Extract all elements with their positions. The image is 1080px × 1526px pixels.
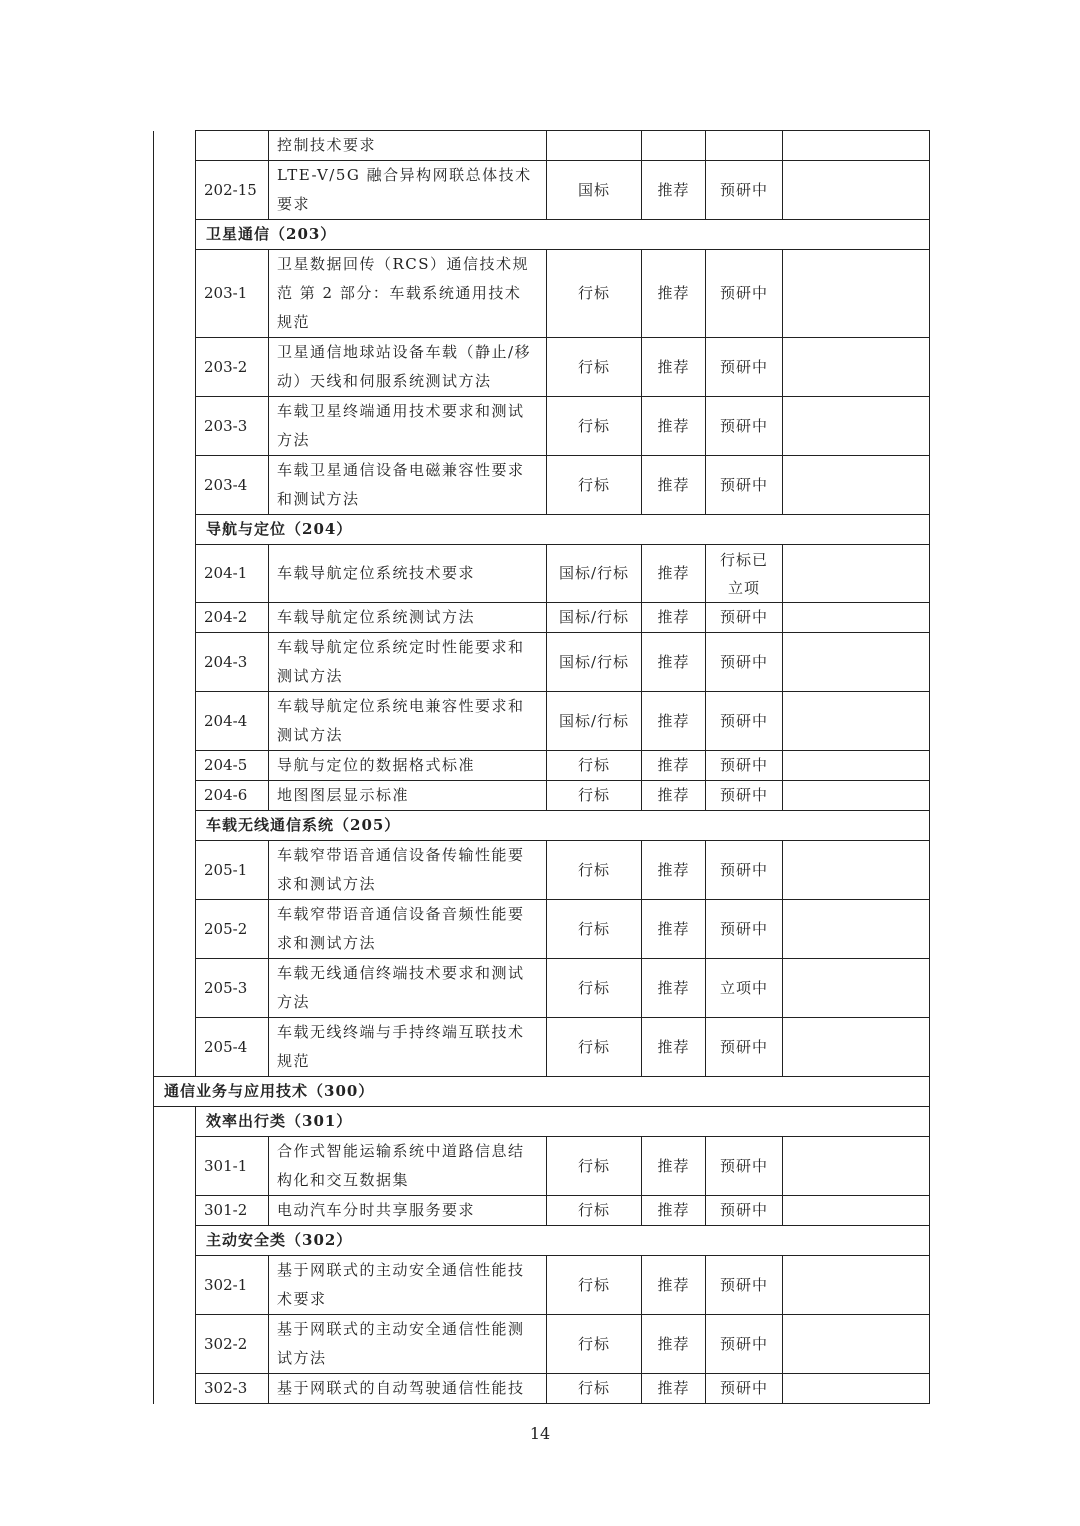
subcategory-label: 卫星通信（203） xyxy=(196,220,930,250)
standard-status: 预研中 xyxy=(706,338,783,397)
standard-status: 预研中 xyxy=(706,397,783,456)
standard-name: 车载无线终端与手持终端互联技术规范 xyxy=(269,1018,547,1077)
standard-level: 国标 xyxy=(547,161,642,220)
standard-name: 车载无线通信终端技术要求和测试方法 xyxy=(269,959,547,1018)
standard-nature: 推荐 xyxy=(642,456,706,515)
standard-code: 203-1 xyxy=(196,250,269,338)
table-row xyxy=(154,456,930,515)
standard-status: 行标已立项 xyxy=(706,545,783,603)
standard-level: 行标 xyxy=(547,781,642,811)
subcategory-label: 导航与定位（204） xyxy=(196,515,930,545)
standard-level: 国标/行标 xyxy=(547,603,642,633)
standard-level: 国标/行标 xyxy=(547,545,642,603)
standard-name: 地图图层显示标准 xyxy=(269,781,547,811)
standard-level: 行标 xyxy=(547,338,642,397)
standard-code: 302-1 xyxy=(196,1256,269,1315)
standard-nature: 推荐 xyxy=(642,250,706,338)
table-row xyxy=(154,1374,930,1404)
table-row xyxy=(154,250,930,338)
standard-code: 204-6 xyxy=(196,781,269,811)
standard-note xyxy=(783,161,930,220)
category-label: 通信业务与应用技术（300） xyxy=(154,1077,930,1107)
standard-note xyxy=(783,1315,930,1374)
standard-nature: 推荐 xyxy=(642,1374,706,1404)
standard-code: 202-15 xyxy=(196,161,269,220)
standard-nature: 推荐 xyxy=(642,1315,706,1374)
table-row xyxy=(154,751,930,781)
table-row xyxy=(154,397,930,456)
standard-note xyxy=(783,397,930,456)
standard-nature: 推荐 xyxy=(642,161,706,220)
standard-name: 导航与定位的数据格式标准 xyxy=(269,751,547,781)
standard-nature: 推荐 xyxy=(642,1137,706,1196)
standard-level: 行标 xyxy=(547,1137,642,1196)
standard-code: 302-2 xyxy=(196,1315,269,1374)
standard-note xyxy=(783,751,930,781)
standard-status: 预研中 xyxy=(706,781,783,811)
standard-note xyxy=(783,456,930,515)
standard-note xyxy=(783,545,930,603)
standard-level: 行标 xyxy=(547,456,642,515)
standard-note xyxy=(783,633,930,692)
standard-note xyxy=(783,781,930,811)
standard-status: 预研中 xyxy=(706,692,783,751)
table-row xyxy=(154,1315,930,1374)
standard-code: 205-3 xyxy=(196,959,269,1018)
standard-name: 车载卫星通信设备电磁兼容性要求和测试方法 xyxy=(269,456,547,515)
table-row xyxy=(154,900,930,959)
standard-level: 行标 xyxy=(547,841,642,900)
standard-code: 302-3 xyxy=(196,1374,269,1404)
standard-name: 控制技术要求 xyxy=(269,131,547,161)
standard-note xyxy=(783,900,930,959)
standard-note xyxy=(783,692,930,751)
standard-note xyxy=(783,1137,930,1196)
standard-nature: 推荐 xyxy=(642,1196,706,1226)
standard-nature: 推荐 xyxy=(642,633,706,692)
standard-level: 行标 xyxy=(547,900,642,959)
standard-name: 车载导航定位系统电兼容性要求和测试方法 xyxy=(269,692,547,751)
standard-nature: 推荐 xyxy=(642,900,706,959)
standard-status: 预研中 xyxy=(706,250,783,338)
standard-level: 行标 xyxy=(547,1374,642,1404)
standard-name: 车载导航定位系统技术要求 xyxy=(269,545,547,603)
standard-status: 预研中 xyxy=(706,1196,783,1226)
table-row xyxy=(154,841,930,900)
standard-status: 预研中 xyxy=(706,1374,783,1404)
standard-level: 行标 xyxy=(547,1315,642,1374)
standard-nature: 推荐 xyxy=(642,1018,706,1077)
standards-table xyxy=(153,130,930,1404)
standard-code: 205-4 xyxy=(196,1018,269,1077)
table-row xyxy=(154,1196,930,1226)
standard-note xyxy=(783,603,930,633)
standard-name: 车载窄带语音通信设备传输性能要求和测试方法 xyxy=(269,841,547,900)
standard-note xyxy=(783,1018,930,1077)
standard-level: 行标 xyxy=(547,1256,642,1315)
standard-nature: 推荐 xyxy=(642,397,706,456)
standard-name: 合作式智能运输系统中道路信息结构化和交互数据集 xyxy=(269,1137,547,1196)
standard-name: 车载卫星终端通用技术要求和测试方法 xyxy=(269,397,547,456)
standard-name: 车载导航定位系统测试方法 xyxy=(269,603,547,633)
table-row xyxy=(154,633,930,692)
standard-note xyxy=(783,250,930,338)
subcategory-row xyxy=(154,220,930,250)
standard-status: 预研中 xyxy=(706,1137,783,1196)
subcategory-label: 效率出行类（301） xyxy=(196,1107,930,1137)
standard-status: 预研中 xyxy=(706,751,783,781)
standard-status: 预研中 xyxy=(706,841,783,900)
standard-status: 预研中 xyxy=(706,1256,783,1315)
table-row xyxy=(154,603,930,633)
standard-level: 行标 xyxy=(547,959,642,1018)
table-row xyxy=(154,545,930,603)
subcategory-row xyxy=(154,1226,930,1256)
standard-name: 卫星通信地球站设备车载（静止/移动）天线和伺服系统测试方法 xyxy=(269,338,547,397)
standard-level: 行标 xyxy=(547,1018,642,1077)
standard-note xyxy=(783,338,930,397)
standard-level: 行标 xyxy=(547,751,642,781)
standard-note xyxy=(783,1256,930,1315)
standard-nature: 推荐 xyxy=(642,1256,706,1315)
standard-code: 205-2 xyxy=(196,900,269,959)
standard-name: 车载窄带语音通信设备音频性能要求和测试方法 xyxy=(269,900,547,959)
standard-code: 204-2 xyxy=(196,603,269,633)
standard-name: LTE-V/5G 融合异构网联总体技术要求 xyxy=(269,161,547,220)
standard-status: 预研中 xyxy=(706,161,783,220)
standard-name: 电动汽车分时共享服务要求 xyxy=(269,1196,547,1226)
standard-code: 204-5 xyxy=(196,751,269,781)
standard-nature: 推荐 xyxy=(642,338,706,397)
standard-nature: 推荐 xyxy=(642,781,706,811)
table-row xyxy=(154,131,930,161)
subcategory-row xyxy=(154,1107,930,1137)
standard-level: 国标/行标 xyxy=(547,692,642,751)
standard-status: 预研中 xyxy=(706,633,783,692)
standard-level: 行标 xyxy=(547,1196,642,1226)
standard-note xyxy=(783,841,930,900)
standard-status: 预研中 xyxy=(706,900,783,959)
standard-nature xyxy=(642,131,706,161)
indent-cell xyxy=(154,131,196,1077)
category-row xyxy=(154,1077,930,1107)
table-row xyxy=(154,1256,930,1315)
standard-code: 204-3 xyxy=(196,633,269,692)
standard-status: 预研中 xyxy=(706,456,783,515)
standard-name: 车载导航定位系统定时性能要求和测试方法 xyxy=(269,633,547,692)
standard-code: 301-2 xyxy=(196,1196,269,1226)
standard-level xyxy=(547,131,642,161)
standard-name: 基于网联式的主动安全通信性能技术要求 xyxy=(269,1256,547,1315)
standard-nature: 推荐 xyxy=(642,545,706,603)
table-row xyxy=(154,1018,930,1077)
standard-level: 国标/行标 xyxy=(547,633,642,692)
standard-code: 301-1 xyxy=(196,1137,269,1196)
standard-status: 立项中 xyxy=(706,959,783,1018)
standard-status xyxy=(706,131,783,161)
subcategory-label: 主动安全类（302） xyxy=(196,1226,930,1256)
standard-status: 预研中 xyxy=(706,1018,783,1077)
standard-code: 204-1 xyxy=(196,545,269,603)
subcategory-row xyxy=(154,811,930,841)
indent-cell xyxy=(154,1107,196,1404)
standard-nature: 推荐 xyxy=(642,959,706,1018)
standard-note xyxy=(783,1374,930,1404)
standard-code xyxy=(196,131,269,161)
standard-nature: 推荐 xyxy=(642,841,706,900)
standard-note xyxy=(783,959,930,1018)
standard-name: 基于网联式的自动驾驶通信性能技 xyxy=(269,1374,547,1404)
standard-note xyxy=(783,131,930,161)
standard-note xyxy=(783,1196,930,1226)
table-row xyxy=(154,692,930,751)
page-number: 14 xyxy=(529,1424,551,1443)
standard-code: 203-4 xyxy=(196,456,269,515)
standard-name: 卫星数据回传（RCS）通信技术规范 第 2 部分：车载系统通用技术规范 xyxy=(269,250,547,338)
table-body xyxy=(154,131,930,1404)
table-row xyxy=(154,1137,930,1196)
table-row xyxy=(154,161,930,220)
standard-code: 205-1 xyxy=(196,841,269,900)
standard-code: 203-2 xyxy=(196,338,269,397)
standard-code: 203-3 xyxy=(196,397,269,456)
standard-nature: 推荐 xyxy=(642,603,706,633)
subcategory-row xyxy=(154,515,930,545)
table-row xyxy=(154,338,930,397)
standard-nature: 推荐 xyxy=(642,692,706,751)
table-row xyxy=(154,959,930,1018)
standard-code: 204-4 xyxy=(196,692,269,751)
subcategory-label: 车载无线通信系统（205） xyxy=(196,811,930,841)
standard-level: 行标 xyxy=(547,250,642,338)
table-row xyxy=(154,781,930,811)
standard-status: 预研中 xyxy=(706,603,783,633)
standard-status: 预研中 xyxy=(706,1315,783,1374)
standard-name: 基于网联式的主动安全通信性能测试方法 xyxy=(269,1315,547,1374)
standard-level: 行标 xyxy=(547,397,642,456)
standard-nature: 推荐 xyxy=(642,751,706,781)
